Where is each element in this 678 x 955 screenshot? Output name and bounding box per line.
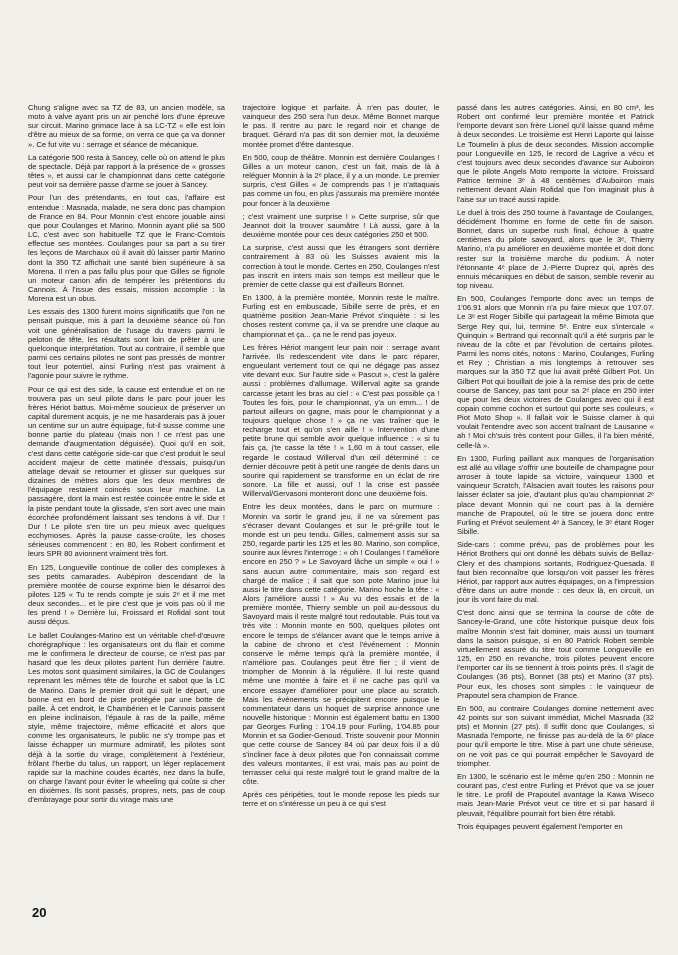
paragraph: Le duel à trois des 250 tourne à l'avantage de Coulanges, décidément l'homme en forme de cette fin de saison. Bonnet, dans un superbe rush final, échoue à quatre centièmes du pilote savoyard, alors que le 3ᵉ, Thierry Marino, n'a pu améliorer en deuxième montée et doit donc rester sur la troisième marche du podium. À noter l'étonnante 4ᵉ place de J.-Pierre Duprez qui, après des ennuis mécaniques en début de saison, semble revenir au top niveau.	[457, 207, 654, 290]
paragraph: Entre les deux montées, dans le parc on murmure : Monnin va sortir le grand jeu, il ne va sûrement pas s'écraser devant Coulanges et sur le pré-grille tout le monde est un peu tendu. Gilles, calmement assis sur sa 250, regarde partir les 125 et les 80. Marino, son complice, sourire aux lèvres l'interroge : « oh ! Coulanges ! t'améliore encore en 250 ? » Le Savoyard lâche un simple « oui ! » sans aucun autre commentaire, mais son regard est chargé de malice ; il sait que son pote Marino joue lui aussi le titre dans cette catégorie. Marino hoche la tête : « Alors j'améliore aussi ! » Au vu des essais et de la première montée, Thierry semble un poil au-dessous du Savoyard mais il reste malgré tout redoutable. Puis tout va très vite : Monnin monte en 500, quelques pilotes ont encore le temps de s'élancer avant que le temps arrive à la cabine de chrono et c'est l'événement : Monnin conserve le même temps qu'à la première montée, il n'améliore pas. Coulanges peut être fier ; il vient de triompher de Monnin à la régulière. Il lui reste quand même une montée à faire et il ne cache pas qu'il va encore essayer d'améliorer pour une place au scratch. Mais les événements se précipitent encore puisque le commentateur dans un hoquet de surprise annonce une nouvelle historique : Monnin est également battu en 1300 par Georges Furling : 1'04.19 pour Furling, 1'04.85 pour Monnin et sa Godier-Genoud. Triste souvenir pour Monnin que cette course de Sancey 84 où par deux fois il a dû s'incliner face à deux pilotes que l'on connaissait comme des valeurs montantes, il est vrai, mais pas au point de terrasser celui qui reste malgré tout le grand maître de la côte.	[242, 502, 440, 787]
paragraph: trajectoire logique et parfaite. À n'en pas douter, le vainqueur des 250 sera l'un deux. Même Bonnet marque le pas. Il rentre au parc le regard noir et change de braquet. Gérard n'a pas dit son dernier mot, la deuxième montée promet d'être dantesque.	[242, 103, 440, 149]
paragraph: Pour l'un des prétendants, en tout cas, l'affaire est entendue : Masnada, malade, ne sera donc pas champion de France en 84. Pour Monnin c'est encore jouable ainsi que pour Coulanges et Marino. Monnin ayant plié sa 500 LC, c'est avec son habituelle TZ que le Franc-Comtois effectue ses montées. Coulanges pour sa part a su tirer les leçons de Marchaux où il avait dû laisser partir Marino dont la 350 TZ affichait une santé bien supérieure à sa Morena. Il n'en a pas fallu plus pour que Gilles se fignole un moteur canon afin de tempérer les prétentions du Cannois. À l'issue des essais, mission accomplie : la Morena est un obus.	[28, 193, 225, 304]
text-column-1	[28, 103, 225, 835]
paragraph: Le ballet Coulanges-Marino est un véritable chef-d'œuvre chorégraphique : les organisateurs ont du flair et comme me le confirmera le directeur de course, ce n'est pas par hasard que les deux pilotes partent l'un derrière l'autre. Les motos sont quasiment similaires, la GC de Coulanges reprenant les mêmes tête de fourche et sabot que la LC de Marino. Dans le premier droit qui suit le départ, une bonne est en bord de piste protégée par une botte de paille. À cet endroit, le Chambérien et le Cannois passent en pleine inclinaison, l'épaule à ras de la paille, même style, même trajectoire, même efficacité et alors que comme les organisateurs, le public ne s'y trompe pas et laisse échapper un murmure admiratif, les pilotes sont déjà à la sortie du virage, complètement à l'extérieur, frôlant l'herbe du talus, un rapport, un léger replacement rapide sur la machine coudes écartés, nez dans la bulle, on charge l'avant pour éviter le wheeling qui coûte si cher en dixièmes. Ils sont passés, propres, nets, pas de coup d'embrayage pour sortir du virage mais une	[28, 630, 225, 805]
paragraph: La catégorie 500 resta à Sancey, celle où on attend le plus de spectacle. Déjà par rapport à la présence de « grosses têtes », et aussi car le championnat dans cette catégorie peut voir sa dernière passe d'arme se jouer à Sancey.	[28, 152, 225, 190]
paragraph: Trois équipages peuvent également l'emporter en	[457, 821, 623, 831]
paragraph: Chung s'aligne avec sa TZ de 83, un ancien modèle, sa moto à valve ayant pris un air penché lors d'une épreuve sur circuit. Marino grimace lace à sa LC-TZ « elle est loin d'être au mieux de sa forme, on verra ce que ça va donner ». Ce fut vite vu : serrage et séance de mécanique.	[28, 103, 225, 149]
paragraph: Après ces péripéties, tout le monde repose les pieds sur terre et on s'intéresse un peu à ce qui s'est	[242, 790, 440, 809]
paragraph: En 1300, à la première montée, Monnin reste le maître. Furling est en embuscade, Sibille serre de près, et en quatrième position Jean-Marie Prévot s'inquiète : si les choses restent comme ça, il va se prendre une claque au championnat et ça... ça ne le rend pas joyeux.	[242, 292, 440, 339]
paragraph: Side-cars : comme prévu, pas de problèmes pour les Hériot Brothers qui ont donné les débats suivis de Bellaz-Clery et des champions sortants, Rodriguez-Quesada. Il faut bien reconnaître que lorsqu'on voit passer les frères Hériot, par rapport aux autres équipages, on a l'impression d'être dans un autre monde : ces deux là, en circuit, un jour ils vont faire du mal.	[457, 540, 654, 605]
paragraph: C'est donc ainsi que se termina la course de côte de Sancey-le-Grand, une côte historique puisque deux fois maître Monnin s'est fait dominer, mais aussi un tournant dans la saison puisque, si en 80 Patrick Robert semble virtuellement assuré du titre tout comme Longueville en 125, en 250 en revanche, trois pilotes peuvent encore l'emporter car ils se tiennent à trois points près. Il s'agit de Coulanges (36 pts), Bonnet (38 pts) et Marino (37 pts). Pour eux, les choses sont simples : le vainqueur de Prapoutel sera champion de France.	[457, 608, 654, 700]
paragraph: Les essais des 1300 furent moins significatifs que l'on ne pensait puisque, mis à part la deuxième séance où l'on voit une généralisation de l'usage du travers parmi le peloton de tête, les résultats sont loin de prêter à une quelconque interprétation. Tout au contraire, il semble que parmi ces certains pilotes ne sont pas pressés de montrer tout leur potentiel, ainsi Furling n'est pas vraiment à l'agonie pour suivre le rythme.	[28, 307, 225, 381]
text-column-2	[243, 103, 440, 835]
paragraph: En 500, coup de théâtre. Monnin est dernière Coulanges ! Gilles a un moteur canon, c'est un fait, mais de là à reléguer Monnin à la 2ᵉ place, il y a un monde. Le premier surpris, c'est Gilles « Je comprends pas ! je n'attaquais pas comme un fou, en plus j'assurais ma première montée pour foncer à la deuxième	[242, 152, 440, 208]
page-number: 20	[32, 905, 47, 920]
paragraph: En 500, au contraire Coulanges domine nettement avec 42 points sur son suivant immédiat, Michel Masnada (32 pts) et Monnin (27 pts). Il suffit donc que Coulanges, si Masnada l'emporte, ne finisse pas au-delà de la 6ᵉ place pour qu'il emporte le titre. Mise à part une chute sérieuse, on ne voit pas ce qui pourrait empêcher le Savoyard de triompher.	[457, 703, 654, 768]
paragraph: Pour ce qui est des side, la cause est entendue et on ne trouvera pas un seul pilote dans le parc pour jouer les frères Hériot battus. Moi-même soucieux de préserver un capital durement acquis, je ne me hasarderais pas à jouer un centime sur un autre équipage, fut-il susse comme une bonne partie du plateau (mais non ! ce n'est pas une demande d'augmentation déguisée). Quoi qu'il en soit, c'est dans cette catégorie side-car que c'est produit le seul accident majeur de cette matinée d'essais, puisqu'un attelage devait se retourner et glisser sur quelques sur dizaines de mètres alors que les deux membres de l'équipage restaient coincés sous leur machine. La passagère, dont la main est restée coincée entre le side et la piste pendant toute la glissade, s'en sort avec une main écorchée profondément laissant ses tendons à vif. Dur ! Dur ! Le pilote s'en tire un peu mieux avec quelques ecchymoses. Après la pause casse-croûte, les choses sérieuses commencent : en 80, les Robert confirment et leurs SPR 80 avionnent vraiment très fort.	[28, 384, 225, 559]
paragraph: Les frères Hériot mangent leur pain noir : serrage avant l'arrivée. Ils redescendent vite dans le parc réparer, engueulant vertement tout ce qui ne dégage pas assez vite devant eux. Sur l'autre side « Pascut », c'est la galère aussi : problèmes d'allumage. Willerval agite sa grande carcasse jetant les bras au ciel : « C'est pas possible ça ! Toutes les fois, pour le championnat, y'a un emm... ! de partout ailleurs on gagne, mais pour le championnat y a toujours quelque chose ! » ça ne vas traîner que le recharge tout et qu'on s'en aille ! » Intervention d'une petite brune qui semble avoir quelque influence : « si tu fais ça, j'te casse la tête ! » 1,60 m à tout casser, elle regarde le costaud Willerval d'un œil déterminé : ce dernier découvre petit à petit une rangée de dents dans un sourire qui rapidement se transforme en un éclat de rire sonore. La fille et aussi, ouf ! la crise est passée Willerval/Gervasoni monteront donc une deuxième fois.	[242, 342, 440, 499]
paragraph: En 1300, le scénario est le même qu'en 250 : Monnin ne courant pas, c'est entre Furling et Prévot que va se jouer le titre. Le profil de Prapoutel avantage la Kawa Wiseco mais Jean-Marie Prévot veut ce titre et si par hasard il pleuvait, l'équilibre pourrait fort bien être rétabli.	[457, 771, 654, 818]
paragraph: passé dans les autres catégories. Ainsi, en 80 cm³, les Robert ont confirmé leur première montée et Patrick l'emporte devant son frère Lionel qu'il laisse quand même à deux secondes. Le troisième est Henri Laporte qui laisse Le Toumelin à plus de deux secondes. Mission accomplie pour Longueville en 125, le record de Lagrive a vécu et c'est toujours avec deux secondes d'avance sur Auboiron que le pilote Angels Moto remporte la victoire. Froissard Patrice termine 3ᵉ à 48 centièmes d'Auboiron mais nettement devant Alain Rofidal que l'on imaginait plus à l'aise sur un tracé aussi rapide.	[457, 103, 654, 204]
paragraph: En 500, Coulanges l'emporte donc avec un temps de 1'06.91 alors que Monnin n'a pu faire mieux que 1'07.07. Le 3ᵉ est Roger Sibille qui partageait la même Bimota que Serge Rey qui, lui, termine 5ᵉ. Entre eux s'intercale « Quinquin » Bertrand qui reconnaît qu'il a été surpris par le niveau de la côte et par l'évolution de certains pilotes. Parmi les noms cités, notons : Marino, Coulanges, Furling et Rey ; Christian a mis longtemps à retrouver ses marques sur la 350 TZ que lui avait prêté Gilbert Pot. Un Gilbert Pot qui bouillait de joie à la remise des prix de cette course de Sancey, pas tant pour sa 2ᵉ place en 250 inter que pour les deux victoires de Coulanges avec qui il est copain comme cochon et surtout qui porte ses couleurs, « Piot Moto Shop ». Il fallait voir le Suisse clamer à qui voulait l'entendre avec son accent traînant de Lausanne « ah ! Moi ch'suis très content pour Gilles, il l'a bien mérité, celle-là ».	[457, 294, 654, 450]
paragraph: La surprise, c'est aussi que les étrangers sont derrière contrairement à 83 où les Suisses avaient mis la correction à tout le monde. Certes en 250, Coulanges n'est pas inscrit en inters mais son temps est meilleur que le premier de cette classe qui est d'ailleurs Bonnet.	[242, 243, 440, 289]
paragraph: ; c'est vraiment une surprise ! » Cette surprise, sûr que Jeannot doit la trouver saumâtre ! Là aussi, gare à la deuxième montée pour ces deux catégories 250 et 500.	[242, 211, 440, 240]
text-column-3	[457, 103, 654, 835]
paragraph: En 125, Longueville continue de coller des complexes à ses petits camarades. Aubépiron descendant de la première montée de course exprime bien le désarroi des pilotes 125 « Tu te rends compte je suis 2ᵉ et il me met deux secondes... et le pire c'est que je vois pas où il me les prend ! » Derrière lui, Froissard et Rofidal sont tout aussi déçus.	[28, 562, 225, 627]
article-body	[28, 103, 654, 835]
paragraph: En 1300, Furling paillant aux manques de l'organisation est allé au village s'offrir une bouteille de champagne pour arroser à toute lapide sa victoire, vainqueur 1300 et vainqueur Scratch, l'Alsacien avait toutes les raisons pour laisser éclater sa joie, d'autant plus qu'au championnat 2ᵉ place devant Monnin qui ne court pas à la dernière manche de Prapoutel, où le titre se jouera donc entre Furling et Prévot seulement 4ᵉ à Sancey, le 3ᵉ étant Roger Sibille.	[457, 453, 654, 537]
